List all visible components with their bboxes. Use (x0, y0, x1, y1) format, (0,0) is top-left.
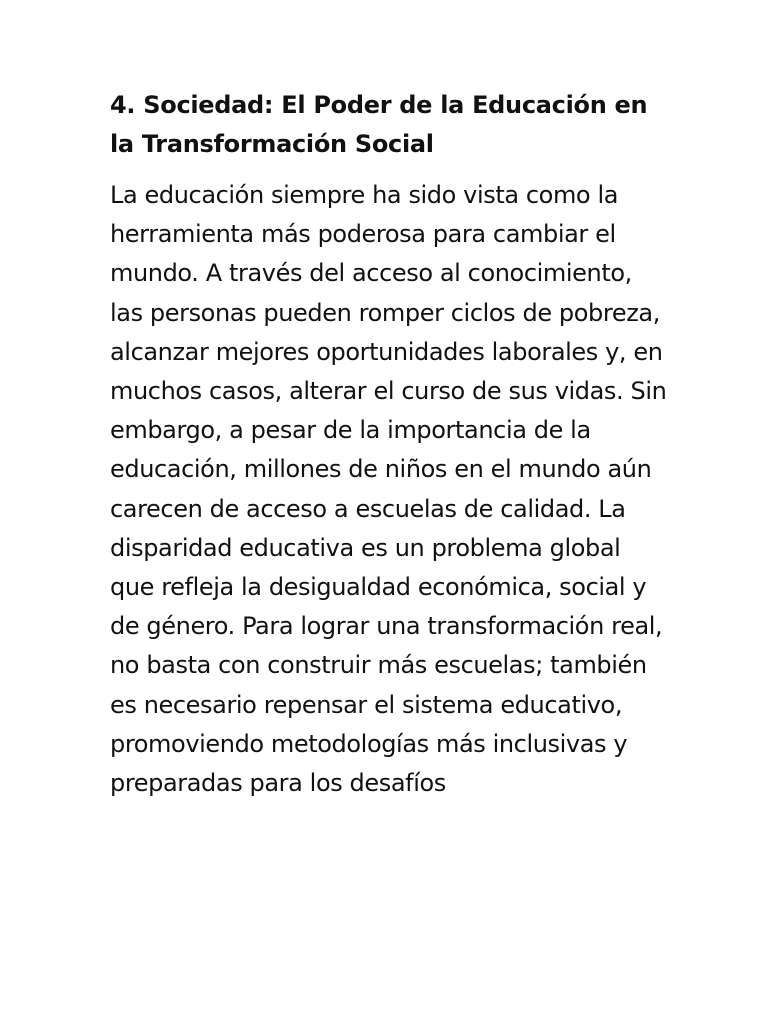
section-heading: 4. Sociedad: El Poder de la Educación en la Transformación Social (110, 91, 648, 158)
document-page (110, 86, 670, 803)
body-paragraph: La educación siempre ha sido vista como la herramienta más poderosa para cambiar el mundo. A través del acceso al conocimiento, las personas pueden romper ciclos de pobreza, alcanzar mejores oportunidades laborales y, en muchos casos, alterar el curso de sus vidas. Sin embargo, a pesar de la importancia de la educación, millones de niños en el mundo aún carecen de acceso a escuelas de calidad. La disparidad educativa es un problema global que refleja la desigualdad económica, social y de género. Para lograr una transformación real, no basta con construir más escuelas; también es necesario repensar el sistema educativo, promoviendo metodologías más inclusivas y preparadas para los desafíos (110, 181, 667, 798)
